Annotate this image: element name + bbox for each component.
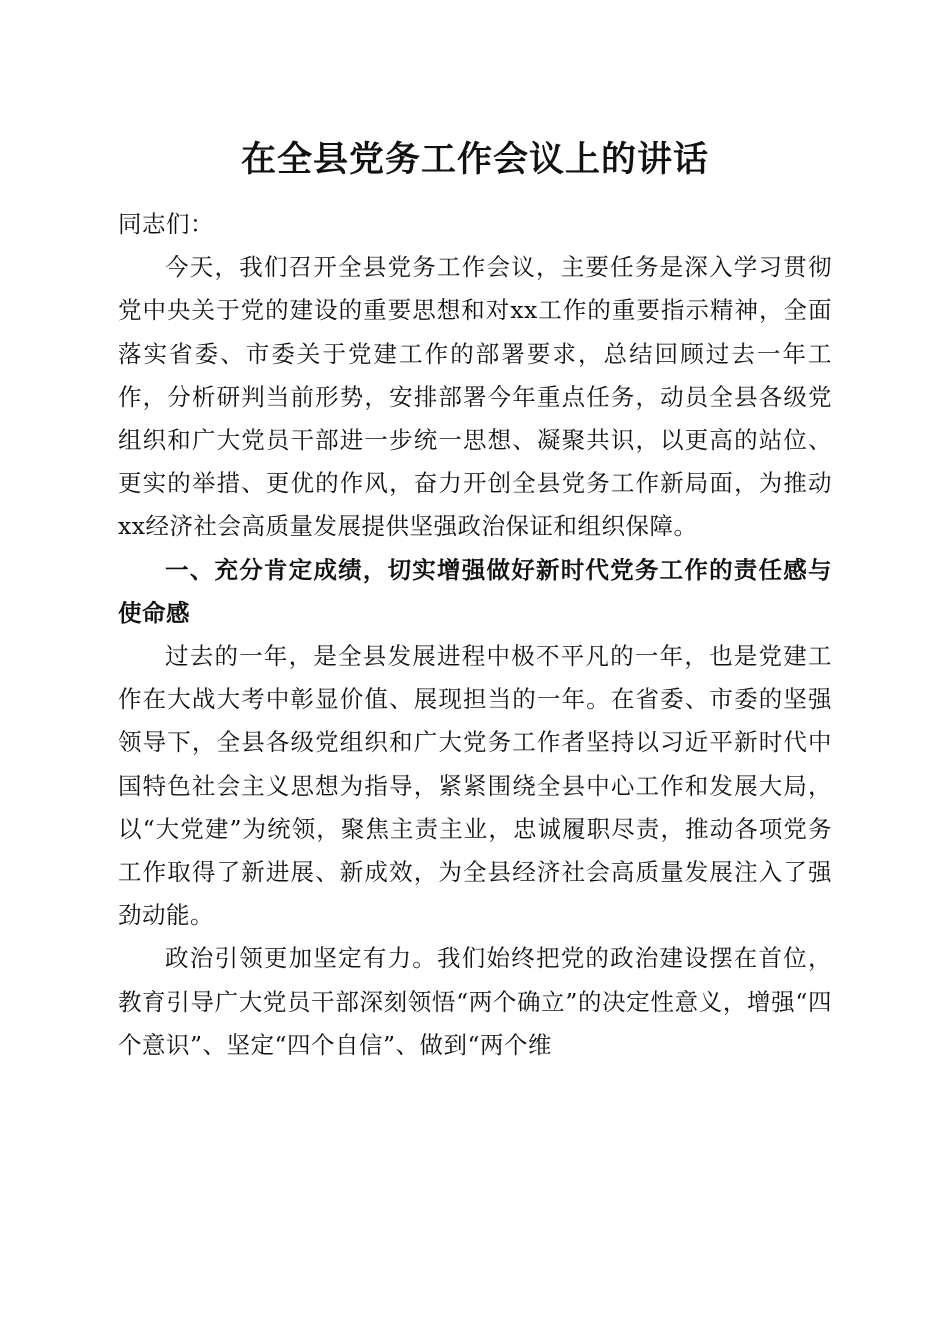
page-title: 在全县党务工作会议上的讲话	[240, 139, 709, 180]
document-body	[118, 203, 832, 1067]
intro-paragraph: 今天，我们召开全县党务工作会议，主要任务是深入学习贯彻党中央关于党的建设的重要思想和对xx工作的重要指示精神，全面落实省委、市委关于党建工作的部署要求，总结回顾过去一年工作，分析研判当前形势，安排部署今年重点任务，动员全县各级党组织和广大党员干部进一步统一思想、凝聚共识，以更高的站位、更实的举措、更优的作风，奋力开创全县党务工作新局面，为推动xx经济社会高质量发展提供坚强政治保证和组织保障。	[118, 253, 832, 541]
section-heading: 一、充分肯定成绩，切实增强做好新时代党务工作的责任感与使命感	[118, 555, 832, 627]
body-paragraph: 过去的一年，是全县发展进程中极不平凡的一年，也是党建工作在大战大考中彰显价值、展现担当的一年。在省委、市委的坚强领导下，全县各级党组织和广大党务工作者坚持以习近平新时代中国特色社会主义思想为指导，紧紧围绕全县中心工作和发展大局，以“大党建”为统领，聚焦主责主业，忠诚履职尽责，推动各项党务工作取得了新进展、新成效，为全县经济社会高质量发展注入了强劲动能。	[118, 642, 832, 930]
body-paragraph: 政治引领更加坚定有力。我们始终把党的政治建设摆在首位，教育引导广大党员干部深刻领悟“两个确立”的决定性意义，增强“四个意识”、坚定“四个自信”、做到“两个维	[118, 944, 832, 1059]
salutation: 同志们：	[118, 210, 214, 238]
